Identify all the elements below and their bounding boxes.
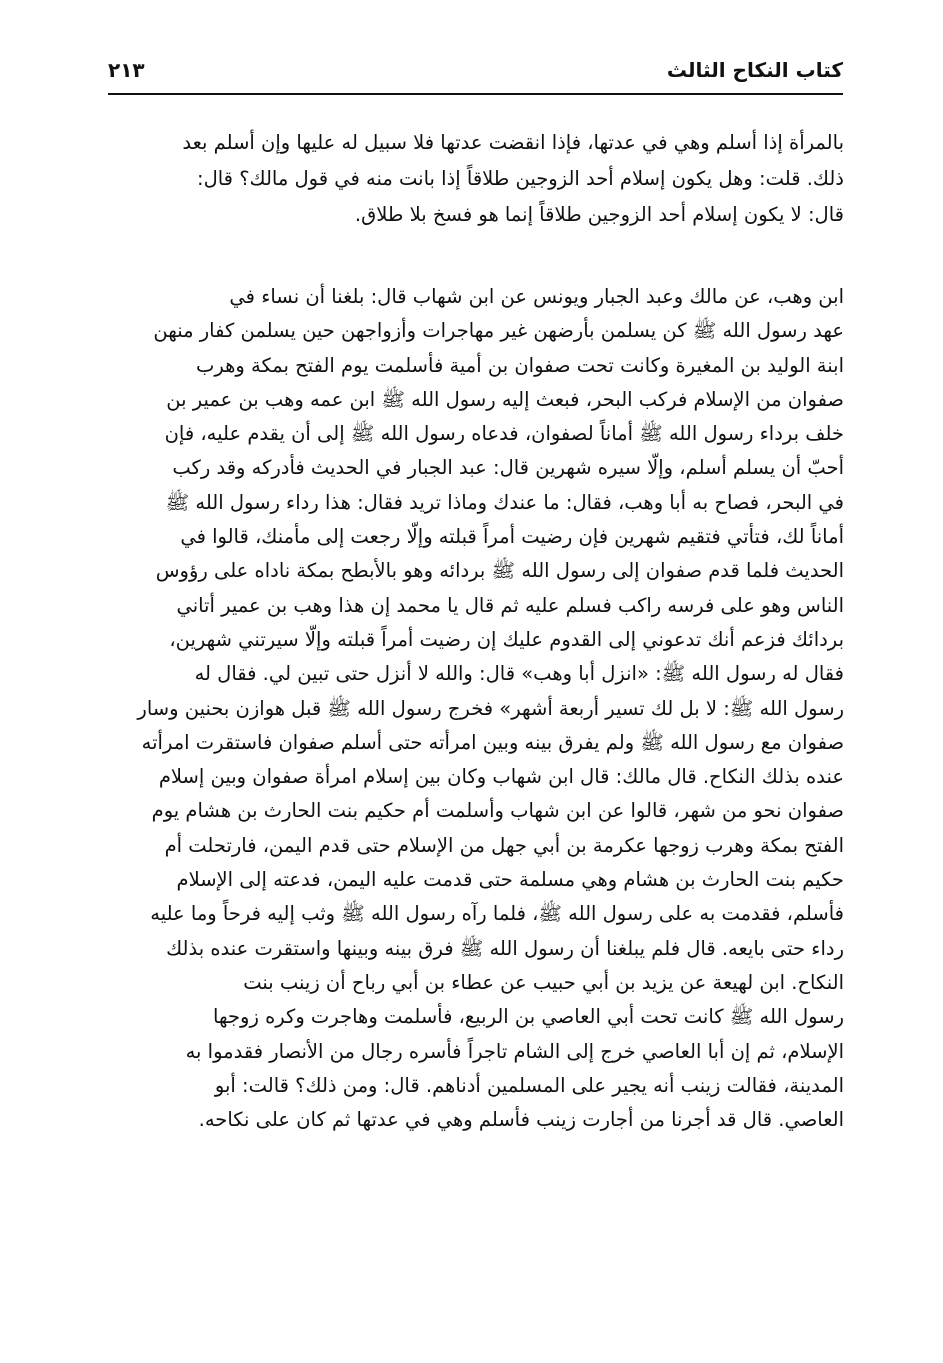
text-line: في البحر، فصاح به أبا وهب، فقال: ما عندك وماذا تريد فقال: هذا رداء رسول الله ﷺ — [165, 490, 844, 514]
text-line: بردائك فزعم أنك تدعوني إلى القدوم عليك إن رضيت أمراً قبلته وإلّا سيرتني شهرين، — [169, 627, 844, 651]
text-line: فقال له رسول الله ﷺ: «انزل أبا وهب» قال: والله لا أنزل حتى تبين لي. فقال له — [194, 662, 844, 686]
text-line: خلف برداء رسول الله ﷺ أماناً لصفوان، فدعاه رسول الله ﷺ إلى أن يقدم عليه، فإن — [164, 422, 844, 446]
running-header — [108, 50, 843, 96]
text-line: ذلك. قلت: وهل يكون إسلام أحد الزوجين طلاقاً إذا بانت منه في قول مالك؟ قال: — [197, 167, 844, 190]
text-line: حكيم بنت الحارث بن هشام وهي مسلمة حتى قدمت عليه اليمن، فدعته إلى الإسلام — [176, 868, 844, 892]
text-line: فأسلم، فقدمت به على رسول الله ﷺ، فلما رآه رسول الله ﷺ وثب إليه فرحاً وما عليه — [150, 902, 844, 926]
paragraph-1 — [106, 125, 844, 233]
text-line: صفوان مع رسول الله ﷺ ولم يفرق بينه وبين امرأته حتى أسلم صفوان فاستقرت امرأته — [141, 730, 844, 754]
book-section-title: كتاب النكاح الثالث — [666, 58, 843, 82]
text-line: رسول الله ﷺ كانت تحت أبي العاصي بن الربيع، فأسلمت وهاجرت وكره زوجها — [213, 1005, 844, 1029]
text-line: رسول الله ﷺ: لا بل لك تسير أربعة أشهر» فخرج رسول الله ﷺ قبل هوازن بحنين وسار — [137, 696, 844, 720]
text-line: بالمرأة إذا أسلم وهي في عدتها، فإذا انقضت عدتها فلا سبيل له عليها وإن أسلم بعد — [182, 131, 844, 154]
text-line: رداء حتى بايعه. قال فلم يبلغنا أن رسول الله ﷺ فرق بينه وبينها واستقرت عنده بذلك — [166, 936, 844, 960]
text-line: صفوان نحو من شهر، قالوا عن ابن شهاب وأسلمت أم حكيم بنت الحارث بن هشام يوم — [151, 799, 844, 823]
paragraph-2 — [106, 280, 844, 1137]
text-line: الناس وهو على فرسه راكب فسلم عليه ثم قال يا محمد إن هذا وهب بن عمير أتاني — [176, 593, 844, 617]
text-line: المدينة، فقالت زينب أنه يجير على المسلمين أدناهم. قال: ومن ذلك؟ قالت: أبو — [214, 1073, 844, 1097]
text-line: ابن وهب، عن مالك وعبد الجبار ويونس عن ابن شهاب قال: بلغنا أن نساء في — [229, 285, 844, 308]
text-line: الإسلام، ثم إن أبا العاصي خرج إلى الشام تاجراً فأسره رجال من الأنصار فقدموا به — [185, 1039, 844, 1063]
page-number: ٢١٣ — [108, 58, 145, 82]
text-line: العاصي. قال قد أجرنا من أجارت زينب فأسلم وهي في عدتها ثم كان على نكاحه. — [198, 1108, 844, 1132]
text-line: صفوان من الإسلام فركب البحر، فبعث إليه رسول الله ﷺ ابن عمه وهب بن عمير بن — [166, 387, 844, 411]
text-line: ابنة الوليد بن المغيرة وكانت تحت صفوان بن أمية فأسلمت يوم الفتح بمكة وهرب — [195, 353, 844, 377]
text-line: عنده بذلك النكاح. قال مالك: قال ابن شهاب وكان بين إسلام امرأة صفوان وبين إسلام — [158, 765, 844, 789]
text-line: أحبّ أن يسلم أسلم، وإلّا سيره شهرين قال: عبد الجبار في الحديث فأدركه وقد ركب — [172, 456, 844, 480]
text-line: قال: لا يكون إسلام أحد الزوجين طلاقاً إنما هو فسخ بلا طلاق. — [354, 203, 844, 226]
header-divider — [108, 93, 843, 95]
text-line: النكاح. ابن لهيعة عن يزيد بن أبي حبيب عن عطاء بن أبي رباح أن زينب بنت — [243, 970, 844, 994]
text-line: الفتح بمكة وهرب زوجها عكرمة بن أبي جهل من الإسلام حتى قدم اليمن، فارتحلت أم — [164, 833, 844, 857]
text-line: أماناً لك، فتأتي فتقيم شهرين فإن رضيت أمراً قبلته وإلّا رجعت إلى مأمنك، قالوا في — [180, 525, 844, 549]
text-line: الحديث فلما قدم صفوان إلى رسول الله ﷺ بردائه وهو بالأبطح بمكة ناداه على رؤوس — [155, 559, 844, 583]
text-line: عهد رسول الله ﷺ كن يسلمن بأرضهن غير مهاجرات وأزواجهن حين يسلمن كفار منهن — [153, 319, 844, 343]
